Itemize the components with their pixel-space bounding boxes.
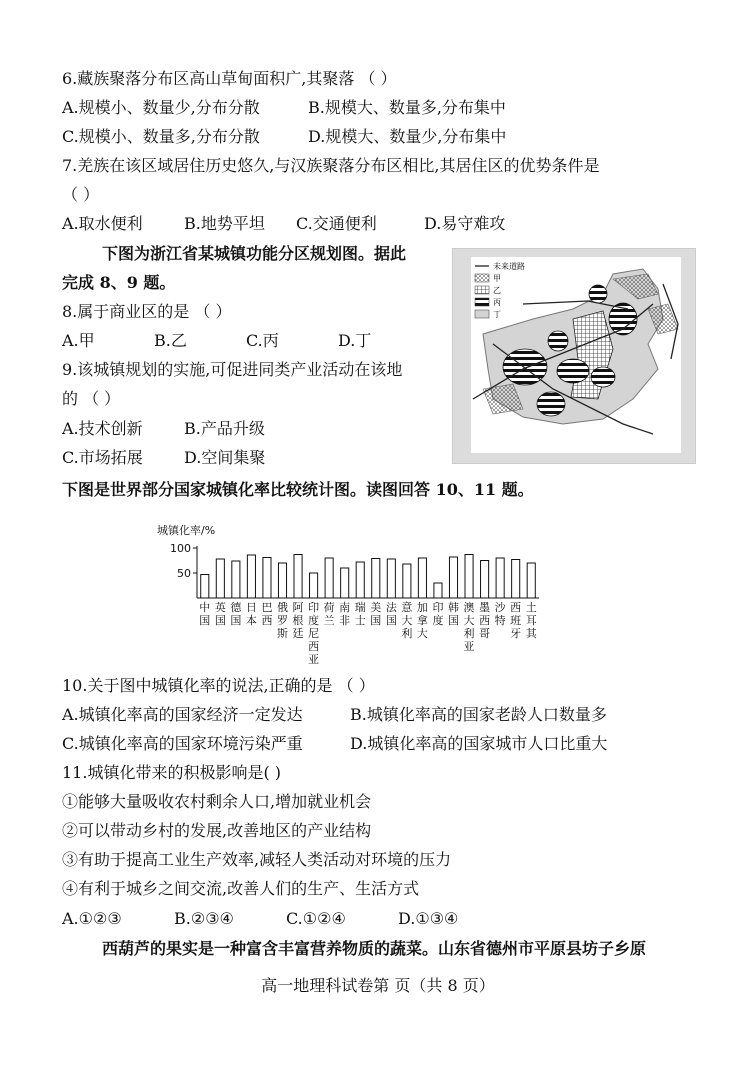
q11-option-b: B.②③④ <box>174 909 234 928</box>
zone-bing-5 <box>548 331 568 351</box>
legend-ding-symbol <box>475 310 489 318</box>
q9-options-row2 <box>62 447 265 469</box>
q7-option-d: D.易守难攻 <box>424 214 506 233</box>
chart-category-label: 俄 <box>277 601 288 614</box>
chart-bar <box>527 563 535 598</box>
next-passage-text: 西葫芦的果实是一种富含丰富营养物质的蔬菜。山东省德州市平原县坊子乡原 <box>102 939 647 958</box>
chart-category-label: 南 <box>339 601 351 614</box>
q11-option-c: C.①②④ <box>286 909 346 928</box>
chart-category-label: 非 <box>339 614 351 627</box>
chart-bar <box>481 561 489 599</box>
chart-category-label: 荷 <box>323 601 335 614</box>
chart-category-label: 西 <box>510 601 522 614</box>
chart-bar <box>387 559 395 598</box>
chart-bar <box>372 559 380 599</box>
chart-bar <box>201 575 209 599</box>
q10-options-row1 <box>62 704 607 726</box>
legend-road-label: 未来道路 <box>493 262 525 271</box>
chart-bar <box>512 560 520 599</box>
chart-category-label: 斯 <box>277 627 288 640</box>
chart-y-tick-label: 50 <box>177 567 191 580</box>
q7-stem-cont: （ ） <box>62 185 100 204</box>
q7-options <box>62 213 505 235</box>
chart-bar <box>496 558 504 598</box>
legend-bing-label: 丙 <box>493 298 501 307</box>
q6-option-c: C.规模小、数量多,分布分散 <box>62 127 260 146</box>
chart-bar <box>325 558 333 598</box>
chart-category-label: 国 <box>370 614 382 627</box>
q9-option-b: B.产品升级 <box>184 419 265 438</box>
q8-options <box>62 330 371 352</box>
chart-bar <box>263 558 271 599</box>
chart-category-label: 兰 <box>323 614 335 627</box>
chart-category-label: 国 <box>214 614 226 627</box>
chart-category-label: 国 <box>448 614 459 627</box>
chart-category-label: 巴 <box>261 601 273 614</box>
chart-bar <box>356 562 364 598</box>
chart-category-label: 特 <box>494 614 506 627</box>
q11-option-a: A.①②③ <box>62 909 122 928</box>
chart-bar <box>449 557 457 598</box>
chart-bar <box>341 568 349 598</box>
q11-options <box>62 908 458 930</box>
q8-stem: 8.属于商业区的是 （ ） <box>62 302 232 321</box>
legend-ding-label: 丁 <box>493 310 501 319</box>
zone-bing-6 <box>591 367 615 387</box>
chart-bar <box>247 555 255 598</box>
chart-bar <box>418 558 426 598</box>
chart-category-label: 班 <box>510 614 522 627</box>
chart-category-label: 其 <box>525 627 537 640</box>
q8-option-a: A.甲 <box>62 331 95 350</box>
chart-bar <box>310 573 318 598</box>
chart-bar <box>216 559 224 598</box>
chart-intro: 下图是世界部分国家城镇化率比较统计图。读图回答 10、11 题。 <box>62 480 534 499</box>
chart-category-label: 韩 <box>448 601 459 614</box>
urbanization-chart <box>155 522 555 672</box>
chart-category-label: 法 <box>385 601 397 614</box>
chart-category-label: 美 <box>370 601 382 614</box>
chart-y-tick-label: 100 <box>170 542 191 555</box>
chart-category-label: 牙 <box>510 627 522 640</box>
q7-option-a: A.取水便利 <box>62 214 143 233</box>
q8-option-d: D.丁 <box>338 331 372 350</box>
chart-category-label: 根 <box>292 614 304 627</box>
chart-category-label: 亚 <box>463 640 475 653</box>
chart-category-label: 廷 <box>292 627 304 640</box>
q11-item-3: ③有助于提高工业生产效率,减轻人类活动对环境的压力 <box>62 850 452 869</box>
q9-option-d: D.空间集聚 <box>184 448 266 467</box>
chart-category-label: 西 <box>479 614 491 627</box>
page-footer: 高一地理科试卷第 页（共 8 页） <box>261 976 495 995</box>
q6-option-b: B.规模大、数量多,分布集中 <box>308 98 506 117</box>
chart-category-label: 本 <box>245 614 257 627</box>
zoning-map-svg <box>453 249 695 463</box>
q10-stem: 10.关于图中城镇化率的说法,正确的是 （ ） <box>62 676 375 695</box>
q10-option-b: B.城镇化率高的国家老龄人口数量多 <box>350 705 607 724</box>
q10-options-row2 <box>62 733 607 755</box>
chart-category-label: 加 <box>416 601 428 614</box>
zone-bing-2 <box>589 285 607 303</box>
chart-category-label: 国 <box>385 614 397 627</box>
chart-category-label: 墨 <box>479 601 491 614</box>
chart-category-label: 英 <box>214 601 226 614</box>
zone-bing-7 <box>537 392 565 416</box>
chart-category-label: 意 <box>401 601 413 614</box>
q6-option-a: A.规模小、数量少,分布分散 <box>62 98 260 117</box>
chart-category-label: 拿 <box>416 614 428 627</box>
chart-category-label: 中 <box>199 601 211 614</box>
q9-option-a: A.技术创新 <box>62 419 143 438</box>
q11-item-4: ④有利于城乡之间交流,改善人们的生产、生活方式 <box>62 879 420 898</box>
q8-option-c: C.丙 <box>246 331 279 350</box>
chart-category-label: 国 <box>230 614 242 627</box>
q7-option-b: B.地势平坦 <box>184 214 265 233</box>
chart-category-label: 士 <box>354 614 366 627</box>
chart-category-label: 阿 <box>292 601 304 614</box>
chart-category-label: 耳 <box>525 614 537 627</box>
chart-category-label: 印 <box>432 601 444 614</box>
q8-option-b: B.乙 <box>154 331 187 350</box>
legend-jia-label: 甲 <box>493 274 501 283</box>
legend-yi-symbol <box>475 286 489 294</box>
q9-stem: 9.该城镇规划的实施,可促进同类产业活动在该地 <box>62 360 403 379</box>
legend-yi-label: 乙 <box>493 286 501 295</box>
q9-stem-cont: 的 （ ） <box>62 389 121 408</box>
chart-category-label: 国 <box>199 614 211 627</box>
q11-item-1: ①能够大量吸收农村剩余人口,增加就业机会 <box>62 792 372 811</box>
chart-category-label: 罗 <box>277 614 288 627</box>
map-intro-line1: 下图为浙江省某城镇功能分区规划图。据此 <box>102 244 407 263</box>
q6-options-row2 <box>62 126 506 148</box>
chart-category-label: 土 <box>525 601 537 614</box>
chart-category-label: 沙 <box>494 601 506 614</box>
chart-bar <box>294 555 302 599</box>
q9-options-row1 <box>62 418 265 440</box>
town-zoning-map <box>452 248 696 464</box>
chart-category-label: 哥 <box>479 627 491 640</box>
chart-category-label: 大 <box>401 614 413 627</box>
q10-option-d: D.城镇化率高的国家城市人口比重大 <box>350 734 608 753</box>
chart-category-label: 亚 <box>308 653 320 666</box>
q7-stem: 7.羌族在该区域居住历史悠久,与汉族聚落分布区相比,其居住区的优势条件是 <box>62 156 600 175</box>
q11-option-d: D.①③④ <box>398 909 459 928</box>
q11-stem: 11.城镇化带来的积极影响是( ) <box>62 763 282 782</box>
chart-category-label: 瑞 <box>354 601 366 614</box>
chart-bar <box>278 563 286 598</box>
q6-options-row1 <box>62 97 506 119</box>
legend-bing-symbol <box>475 298 489 306</box>
chart-category-label: 利 <box>463 627 475 640</box>
chart-category-label: 日 <box>245 601 257 614</box>
zone-bing-4 <box>557 359 589 383</box>
chart-category-label: 西 <box>261 614 273 627</box>
chart-category-label: 德 <box>230 601 242 614</box>
chart-category-label: 大 <box>416 627 428 640</box>
map-intro-line2: 完成 8、9 题。 <box>62 273 176 292</box>
chart-ylabel: 城镇化率/% <box>157 524 216 537</box>
q10-option-a: A.城镇化率高的国家经济一定发达 <box>62 705 303 724</box>
chart-category-label: 度 <box>432 614 444 627</box>
chart-bar <box>403 564 411 598</box>
chart-category-label: 西 <box>308 640 320 653</box>
q9-option-c: C.市场拓展 <box>62 448 143 467</box>
q10-option-c: C.城镇化率高的国家环境污染严重 <box>62 734 303 753</box>
chart-category-label: 尼 <box>308 627 320 640</box>
chart-category-label: 澳 <box>463 601 475 614</box>
q11-item-2: ②可以带动乡村的发展,改善地区的产业结构 <box>62 821 372 840</box>
chart-bar <box>465 555 473 599</box>
chart-category-label: 利 <box>401 627 413 640</box>
chart-category-label: 印 <box>308 601 320 614</box>
urbanization-chart-svg <box>155 522 555 672</box>
chart-category-label: 度 <box>308 614 320 627</box>
chart-bar <box>434 583 442 598</box>
legend-jia-symbol <box>475 274 489 282</box>
q6-option-d: D.规模大、数量少,分布集中 <box>308 127 507 146</box>
q6-stem: 6.藏族聚落分布区高山草甸面积广,其聚落 （ ） <box>62 69 397 88</box>
chart-bar <box>232 561 240 598</box>
q7-option-c: C.交通便利 <box>296 214 377 233</box>
chart-category-label: 大 <box>463 614 475 627</box>
